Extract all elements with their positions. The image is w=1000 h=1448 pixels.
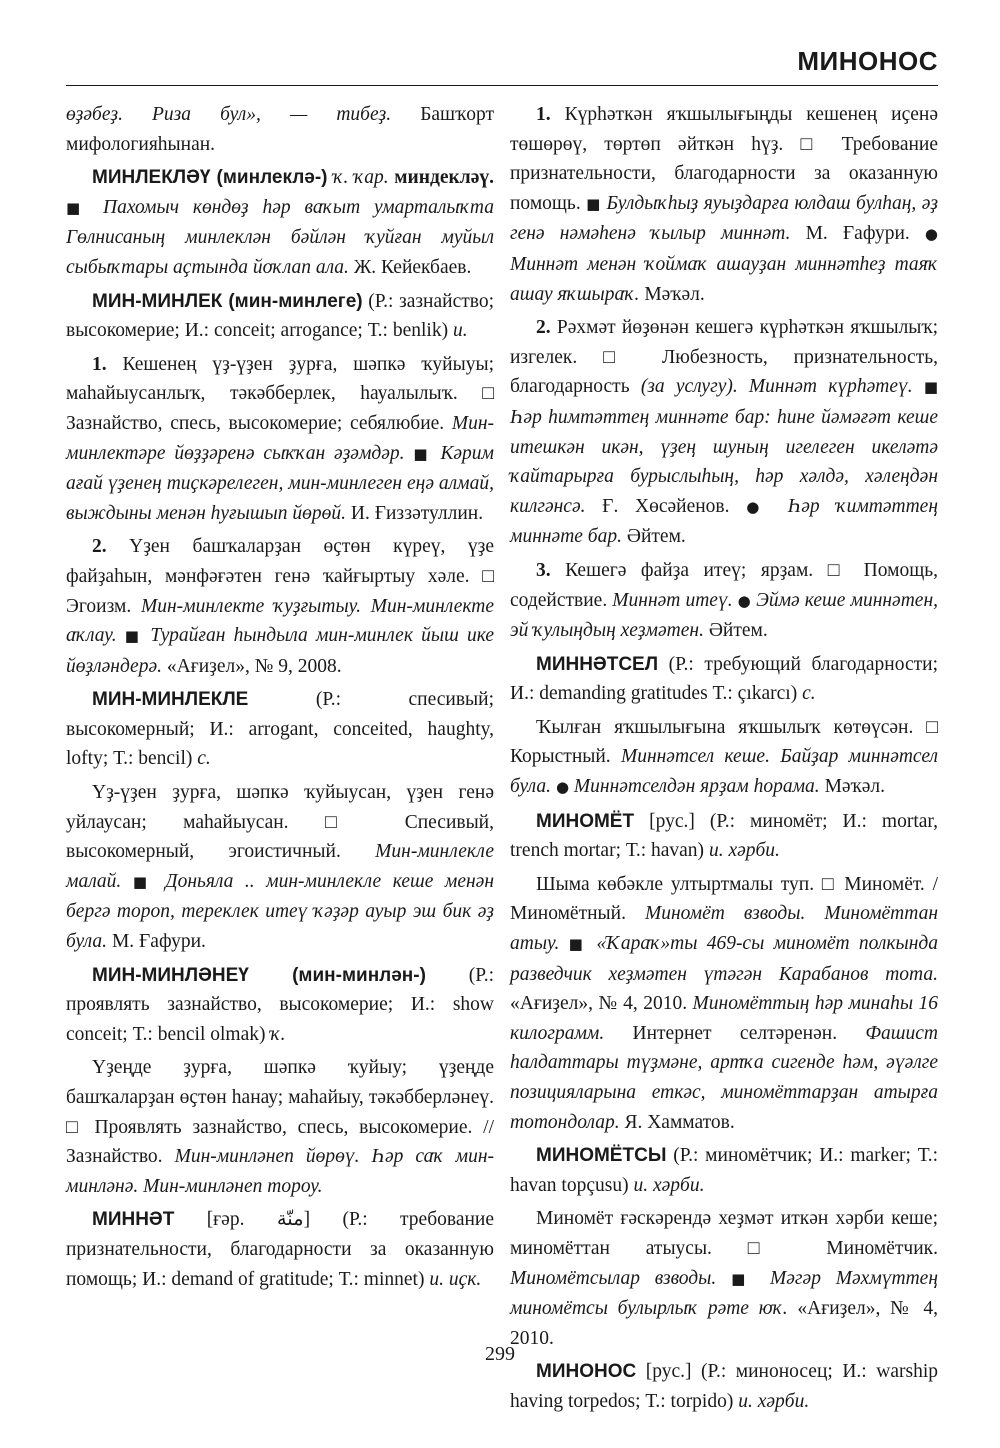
right_column-paragraph: Ҡылған яҡшылығына яҡшылыҡ көтөүсән. □ Корыстный. Миннәтсел кеше. Байҙар миннәтсел була. ● Миннәтселдән ярҙам һорама. Мәҡәл.: [510, 716, 938, 798]
left_column-paragraph: МИН-МИНЛЕКЛЕ (Р.: спесивый; высокомерный; И.: arrogant, conceited, haughty, lofty; Т.: bencil) с.: [66, 689, 494, 770]
running-head: МИНОНОС: [797, 46, 938, 76]
right_column-paragraph: 1. Күрһәткән яҡшылығыңды кешенең иҫенә төшөрөү, төртөп әйткән һүҙ. □ Требование признательности, благодарности за оказанную помощь. ■ Булдыҡһыҙ яуыҙдарға юлдаш булһаң, әҙ генә нәмәһенә ҡылыр миннәт. М. Ғафури. ● Миннәт менән ҡоймаҡ ашауҙан миннәтһеҙ таяҡ ашау яҡшыраҡ. Мәҡәл.: [510, 104, 939, 305]
left_column-paragraph: МИННӘТ [ғәр. منّة] (Р.: требование признательности, благодарности за оказанную помощь; И.: demand of gratitude; Т.: minnet) и. иҫк.: [66, 1209, 494, 1290]
left_column-paragraph: МИНЛЕКЛӘҮ (минлеклә-) ҡ. ҡар. миндекләү. ■ Пахомыч көндөҙ һәр ваҡыт умарталыҡта Гөлнисаның минлеклән бәйлән ҡуйған муйыл сыбыҡтары аҫтында йоҡлап ала. Ж. Кейекбаев.: [66, 167, 494, 278]
page-number: 299: [485, 1343, 515, 1365]
left_column-paragraph: 1. Кешенең үҙ-үҙен ҙурға, шәпкә ҡуйыуы; маһайыусанлыҡ, тәкәбберлек, һауалылыҡ. □ Зазнайство, спесь, высокомерие; себялюбие. Мин-минлектәре йөҙҙәренә сыҡҡан әҙәмдәр. ■ Кәрим ағай үҙенең тиҫкәрелеген, мин-минлеген еңә алмай, выждыны менән һуғышып йөрөй. И. Ғиззәтуллин.: [66, 353, 494, 524]
header-rule: [66, 85, 938, 86]
left_column-paragraph: Үҙеңде ҙурға, шәпкә ҡуйыу; үҙеңде башҡаларҙан өҫтөн һанау; маһайыу, тәкәбберләнеү. □ Проявлять зазнайство, спесь, высокомерие. // Зазнайство. Мин-минләнеп йөрөү. Һәр саҡ мин-минләнә. Мин-минләнеп тороу.: [66, 1057, 495, 1197]
left_column-paragraph: МИН-МИНЛЕК (мин-минлеге) (Р.: зазнайство; высокомерие; И.: conceit; arrogance; Т.: benlik) и.: [66, 290, 494, 342]
right_column-paragraph: Шыма көбәкле ултыртмалы туп. □ Миномёт. / Миномётный. Миномёт взводы. Миномёттан атыу. ■ «Ҡараҡ»ты 469-сы миномёт полкында разведчик хеҙмәтен үтәгән Карабанов тота. «Ағиҙел», № 4, 2010. Миномёттың һәр минаһы 16 килограмм. Интернет селтәренән. Фашист һалдаттары түҙмәне, артҡа сигенде һәм, әүәлге позицияларына еткәс, миномёттарҙан атырға тотондолар. Я. Хамматов.: [510, 873, 939, 1133]
right-column: [510, 100, 938, 1421]
left_column-paragraph: Үҙ-үҙен ҙурға, шәпкә ҡуйыусан, үҙен генә уйлаусан; маһайыусан. □ Спесивый, высокомерный, эгоистичный. Мин-минлекле малай. ■ Доньяла .. мин-минлекле кеше менән бергә тороп, тереклек итеү ҡәҙәр ауыр эш бик әҙ була. М. Ғафури.: [66, 782, 494, 953]
left_column-paragraph: 2. Үҙен башҡаларҙан өҫтөн күреү, үҙе файҙаһын, мәнфәғәтен генә ҡайғыртыу хәле. □ Эгоизм. Мин-минлекте ҡуҙғытыу. Мин-минлекте аҡлау. ■ Турайған һындыла мин-минлек йыш ике йөҙләндерә. «Ағиҙел», № 9, 2008.: [66, 536, 495, 677]
right_column-paragraph: МИНОМЁТ [рус.] (Р.: миномёт; И.: mortar, trench mortar; Т.: havan) и. хәрби.: [510, 810, 938, 862]
right_column-paragraph: МИННӘТСЕЛ (Р.: требующий благодарности; И.: demanding gratitudes Т.: çıkarcı) с.: [510, 653, 938, 705]
left-column: [66, 100, 494, 1298]
right_column-paragraph: 3. Кешегә файҙа итеү; ярҙам. □ Помощь, содействие. Миннәт итеү. ● Эймә кеше миннәтен, эй ҡулыңдың хеҙмәтен. Әйтем.: [510, 559, 938, 642]
left_column-paragraph: өҙәбеҙ. Риза бул», — тибеҙ. Башҡорт мифологияһынан.: [66, 104, 495, 155]
left_column-paragraph: МИН-МИНЛӘНЕҮ (мин-минлән-) (Р.: проявлять зазнайство, высокомерие; И.: show conceit; Т.: bencil olmak) ҡ.: [66, 964, 494, 1045]
right_column-paragraph: 2. Рәхмәт йөҙөнән кешегә күрһәткән яҡшылыҡ; изгелек. □ Любезность, признательность, благодарность (за услугу). Миннәт күрһәтеү. ■ Һәр һимməттең миннәте бар: һине йәмәғәт кеше итешкән икән, үҙең шуның игелеген икеләтә ҡайтарырға бурыслыһың, һәр хәлдә, хәлеңдән килгәнсә. Ғ. Хөсәйенов. ● Һәр ҡимməттең миннәте бар. Әйтем.: [510, 317, 939, 548]
right_column-paragraph: МИНОНОС [рус.] (Р.: миноносец; И.: warship having torpedos; Т.: torpido) и. хәрби.: [510, 1361, 938, 1412]
right_column-paragraph: МИНОМЁТСЫ (Р.: миномётчик; И.: marker; Т.: havan topçusu) и. хәрби.: [510, 1145, 938, 1196]
right_column-paragraph: Миномёт ғәскәрендә хеҙмәт иткән хәрби кеше; миномёттан атыусы. □ Миномётчик. Миномётсылар взводы. ■ Мәгәр Мәхмүттең миномётсы булырлыҡ рәте юҡ. «Ағиҙел», № 4, 2010.: [510, 1208, 939, 1349]
